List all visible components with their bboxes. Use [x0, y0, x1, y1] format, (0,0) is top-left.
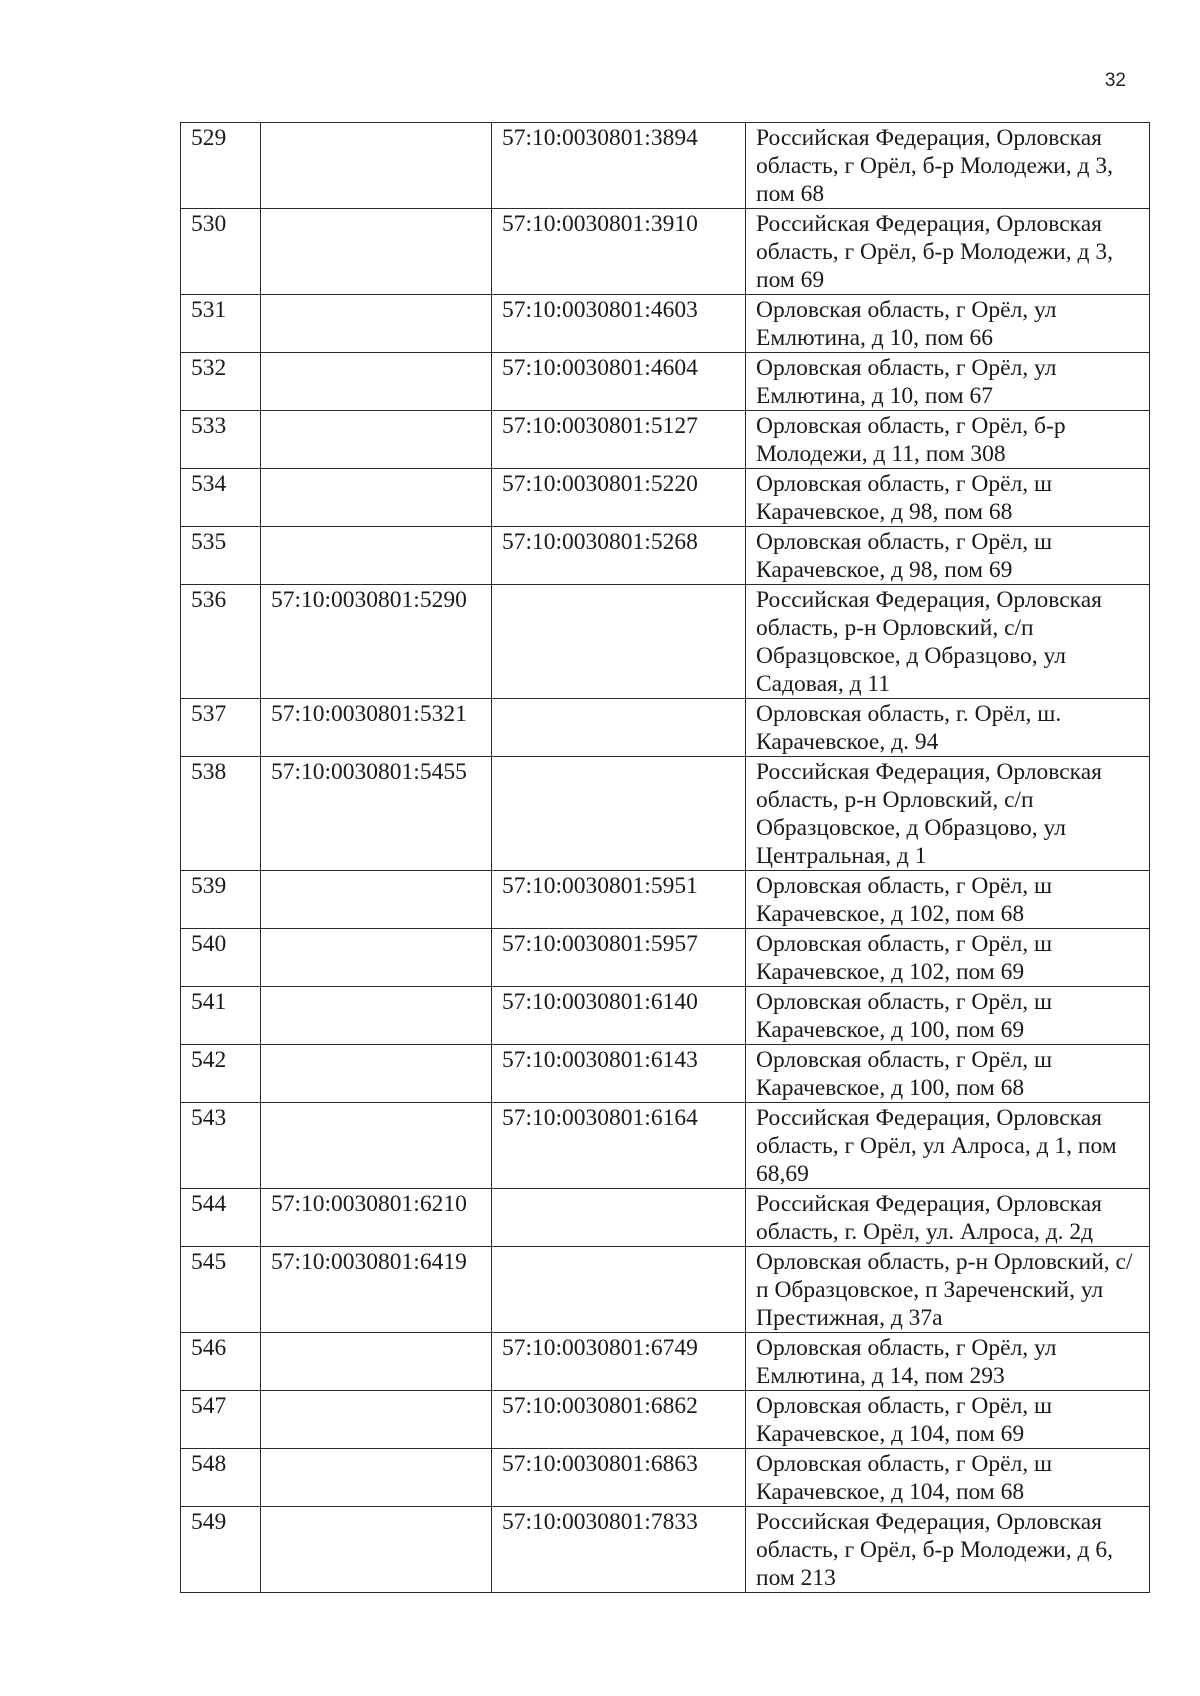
- building-cadastral-number-cell: [492, 1247, 746, 1333]
- land-cadastral-number-cell: [261, 411, 492, 469]
- row-number-cell: 529: [181, 123, 261, 209]
- table-row: [181, 1103, 1150, 1189]
- land-cadastral-number-cell: 57:10:0030801:5321: [261, 699, 492, 757]
- land-cadastral-number-cell: 57:10:0030801:6210: [261, 1189, 492, 1247]
- building-cadastral-number-cell: 57:10:0030801:6143: [492, 1045, 746, 1103]
- land-cadastral-number-cell: [261, 987, 492, 1045]
- address-cell: Орловская область, г Орёл, б-р Молодежи, д 11, пом 308: [746, 411, 1150, 469]
- address-cell: Орловская область, г Орёл, ш Карачевское, д 102, пом 68: [746, 871, 1150, 929]
- address-cell: Российская Федерация, Орловская область, г Орёл, ул Алроса, д 1, пом 68,69: [746, 1103, 1150, 1189]
- table-row: [181, 1507, 1150, 1593]
- building-cadastral-number-cell: 57:10:0030801:6749: [492, 1333, 746, 1391]
- table-row: [181, 757, 1150, 871]
- row-number-cell: 541: [181, 987, 261, 1045]
- building-cadastral-number-cell: 57:10:0030801:5127: [492, 411, 746, 469]
- land-cadastral-number-cell: [261, 469, 492, 527]
- land-cadastral-number-cell: [261, 353, 492, 411]
- table-row: [181, 411, 1150, 469]
- address-cell: Российская Федерация, Орловская область, г. Орёл, ул. Алроса, д. 2д: [746, 1189, 1150, 1247]
- building-cadastral-number-cell: 57:10:0030801:5268: [492, 527, 746, 585]
- table-row: [181, 1391, 1150, 1449]
- table-row: [181, 929, 1150, 987]
- building-cadastral-number-cell: 57:10:0030801:4604: [492, 353, 746, 411]
- land-cadastral-number-cell: [261, 209, 492, 295]
- building-cadastral-number-cell: [492, 699, 746, 757]
- address-cell: Орловская область, г. Орёл, ш. Карачевское, д. 94: [746, 699, 1150, 757]
- row-number-cell: 549: [181, 1507, 261, 1593]
- registry-table-body: [181, 123, 1150, 1593]
- building-cadastral-number-cell: 57:10:0030801:6164: [492, 1103, 746, 1189]
- row-number-cell: 545: [181, 1247, 261, 1333]
- land-cadastral-number-cell: 57:10:0030801:6419: [261, 1247, 492, 1333]
- land-cadastral-number-cell: 57:10:0030801:5455: [261, 757, 492, 871]
- address-cell: Орловская область, г Орёл, ш Карачевское, д 102, пом 69: [746, 929, 1150, 987]
- land-cadastral-number-cell: [261, 1449, 492, 1507]
- row-number-cell: 534: [181, 469, 261, 527]
- land-cadastral-number-cell: [261, 1507, 492, 1593]
- building-cadastral-number-cell: [492, 1189, 746, 1247]
- address-cell: Орловская область, г Орёл, ул Емлютина, д 14, пом 293: [746, 1333, 1150, 1391]
- table-row: [181, 209, 1150, 295]
- building-cadastral-number-cell: [492, 757, 746, 871]
- table-row: [181, 1449, 1150, 1507]
- row-number-cell: 547: [181, 1391, 261, 1449]
- building-cadastral-number-cell: 57:10:0030801:3894: [492, 123, 746, 209]
- row-number-cell: 548: [181, 1449, 261, 1507]
- row-number-cell: 537: [181, 699, 261, 757]
- land-cadastral-number-cell: [261, 1103, 492, 1189]
- row-number-cell: 536: [181, 585, 261, 699]
- row-number-cell: 530: [181, 209, 261, 295]
- building-cadastral-number-cell: 57:10:0030801:6140: [492, 987, 746, 1045]
- table-row: [181, 1247, 1150, 1333]
- row-number-cell: 540: [181, 929, 261, 987]
- row-number-cell: 539: [181, 871, 261, 929]
- address-cell: Российская Федерация, Орловская область, р-н Орловский, с/п Образцовское, д Образцово, ул Центральная, д 1: [746, 757, 1150, 871]
- row-number-cell: 546: [181, 1333, 261, 1391]
- row-number-cell: 535: [181, 527, 261, 585]
- building-cadastral-number-cell: 57:10:0030801:4603: [492, 295, 746, 353]
- address-cell: Российская Федерация, Орловская область, г Орёл, б-р Молодежи, д 3, пом 69: [746, 209, 1150, 295]
- land-cadastral-number-cell: [261, 929, 492, 987]
- table-row: [181, 469, 1150, 527]
- table-row: [181, 295, 1150, 353]
- address-cell: Орловская область, г Орёл, ш Карачевское, д 98, пом 68: [746, 469, 1150, 527]
- land-cadastral-number-cell: [261, 871, 492, 929]
- table-row: [181, 1333, 1150, 1391]
- row-number-cell: 543: [181, 1103, 261, 1189]
- table-row: [181, 1045, 1150, 1103]
- address-cell: Орловская область, г Орёл, ш Карачевское, д 104, пом 69: [746, 1391, 1150, 1449]
- address-cell: Российская Федерация, Орловская область, р-н Орловский, с/п Образцовское, д Образцово, ул Садовая, д 11: [746, 585, 1150, 699]
- land-cadastral-number-cell: 57:10:0030801:5290: [261, 585, 492, 699]
- building-cadastral-number-cell: 57:10:0030801:7833: [492, 1507, 746, 1593]
- row-number-cell: 531: [181, 295, 261, 353]
- table-row: [181, 123, 1150, 209]
- building-cadastral-number-cell: 57:10:0030801:5951: [492, 871, 746, 929]
- address-cell: Орловская область, г Орёл, ул Емлютина, д 10, пом 67: [746, 353, 1150, 411]
- building-cadastral-number-cell: 57:10:0030801:5220: [492, 469, 746, 527]
- row-number-cell: 533: [181, 411, 261, 469]
- table-row: [181, 585, 1150, 699]
- land-cadastral-number-cell: [261, 1045, 492, 1103]
- table-row: [181, 1189, 1150, 1247]
- address-cell: Орловская область, г Орёл, ш Карачевское, д 100, пом 69: [746, 987, 1150, 1045]
- table-row: [181, 871, 1150, 929]
- address-cell: Российская Федерация, Орловская область, г Орёл, б-р Молодежи, д 3, пом 68: [746, 123, 1150, 209]
- table-row: [181, 353, 1150, 411]
- address-cell: Российская Федерация, Орловская область, г Орёл, б-р Молодежи, д 6, пом 213: [746, 1507, 1150, 1593]
- building-cadastral-number-cell: 57:10:0030801:5957: [492, 929, 746, 987]
- land-cadastral-number-cell: [261, 295, 492, 353]
- building-cadastral-number-cell: 57:10:0030801:6863: [492, 1449, 746, 1507]
- page-number: 32: [1104, 70, 1126, 91]
- row-number-cell: 538: [181, 757, 261, 871]
- land-cadastral-number-cell: [261, 527, 492, 585]
- address-cell: Орловская область, г Орёл, ул Емлютина, д 10, пом 66: [746, 295, 1150, 353]
- address-cell: Орловская область, р-н Орловский, с/п Образцовское, п Зареченский, ул Престижная, д 37а: [746, 1247, 1150, 1333]
- table-row: [181, 527, 1150, 585]
- row-number-cell: 532: [181, 353, 261, 411]
- land-cadastral-number-cell: [261, 1333, 492, 1391]
- address-cell: Орловская область, г Орёл, ш Карачевское, д 104, пом 68: [746, 1449, 1150, 1507]
- table-row: [181, 987, 1150, 1045]
- land-cadastral-number-cell: [261, 1391, 492, 1449]
- row-number-cell: 542: [181, 1045, 261, 1103]
- registry-table: [180, 122, 1150, 1593]
- land-cadastral-number-cell: [261, 123, 492, 209]
- table-row: [181, 699, 1150, 757]
- row-number-cell: 544: [181, 1189, 261, 1247]
- address-cell: Орловская область, г Орёл, ш Карачевское, д 98, пом 69: [746, 527, 1150, 585]
- building-cadastral-number-cell: [492, 585, 746, 699]
- building-cadastral-number-cell: 57:10:0030801:3910: [492, 209, 746, 295]
- address-cell: Орловская область, г Орёл, ш Карачевское, д 100, пом 68: [746, 1045, 1150, 1103]
- building-cadastral-number-cell: 57:10:0030801:6862: [492, 1391, 746, 1449]
